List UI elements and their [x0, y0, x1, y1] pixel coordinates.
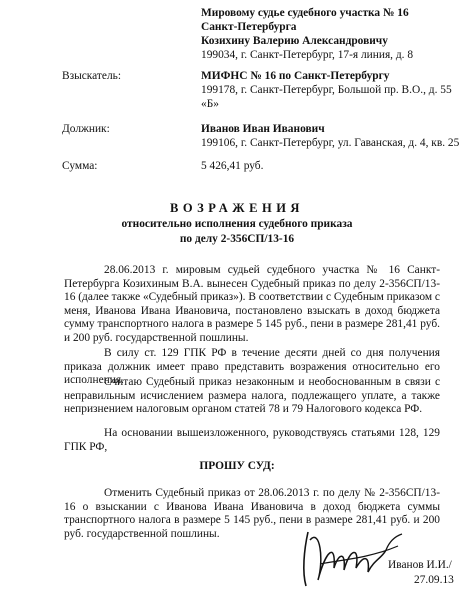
paragraph-2: В силу ст. 129 ГПК РФ в течение десяти дней со дня получения приказа должник имеет право представить возражения относительно его исполнения. [64, 347, 440, 387]
claimant-address-1: 199178, г. Санкт-Петербург, Большой пр. В.О., д. 55 [201, 84, 452, 96]
addressee-line-1: Мировому судье судебного участка № 16 [201, 7, 409, 19]
document-title: ВОЗРАЖЕНИЯ [170, 201, 304, 215]
signature-date: 27.09.13 [414, 574, 454, 586]
document-subtitle-2: по делу 2-356СП/13-16 [179, 233, 295, 245]
addressee-line-2: Санкт-Петербурга [201, 21, 297, 33]
paragraph-3: Считаю Судебный приказ незаконным и необоснованным в связи с неправильным исчислением размера налога, подлежащего уплате, а также непризнением налоговым органом статей 78 и 79 Налогового кодекса РФ. [64, 376, 440, 416]
paragraph-1: 28.06.2013 г. мировым судьей судебного участка № 16 Санкт-Петербурга Козихиным В.А. вынесен Судебный приказ по делу 2-356СП/13-16 (далее также «Судебный приказ»). В соответствии с Судебным приказом с меня, Иванова Ивана Ивановича, постановлено взыскать в доход бюджета сумму транспортного налога в размере 5 145 руб., пени в размере 281,41 руб. и 200 руб. государственной пошлины. [64, 264, 440, 344]
document-subtitle-1: относительно исполнения судебного приказа [121, 218, 353, 230]
claimant-address-2: «Б» [201, 98, 219, 110]
handwritten-signature [290, 520, 410, 592]
request-heading: ПРОШУ СУД: [199, 460, 275, 472]
addressee-line-4: 199034, г. Санкт-Петербург, 17-я линия, д. 8 [201, 49, 414, 61]
amount-value: 5 426,41 руб. [201, 160, 264, 172]
amount-label: Сумма: [62, 160, 98, 172]
claimant-name: МИФНС № 16 по Санкт-Петербургу [201, 70, 390, 82]
signature-name: Иванов И.И./ [388, 559, 452, 571]
paragraph-5: Отменить Судебный приказ от 28.06.2013 г. по делу № 2-356СП/13-16 о взыскании с Иванова Ивана Ивановича в доход бюджета суммы транспортного налога в размере 5 145 руб., пени в размере 281,41 руб. и 200 руб. государственной пошлины. [64, 487, 440, 540]
addressee-line-3: Козихину Валерию Александровичу [201, 35, 388, 47]
debtor-address: 199106, г. Санкт-Петербург, ул. Гаванская, д. 4, кв. 25 [201, 137, 460, 149]
debtor-label: Должник: [62, 123, 110, 135]
paragraph-4: На основании вышеизложенного, руководствуясь статьями 128, 129 ГПК РФ, [64, 427, 440, 453]
claimant-label: Взыскатель: [62, 70, 122, 82]
debtor-name: Иванов Иван Иванович [201, 123, 325, 135]
